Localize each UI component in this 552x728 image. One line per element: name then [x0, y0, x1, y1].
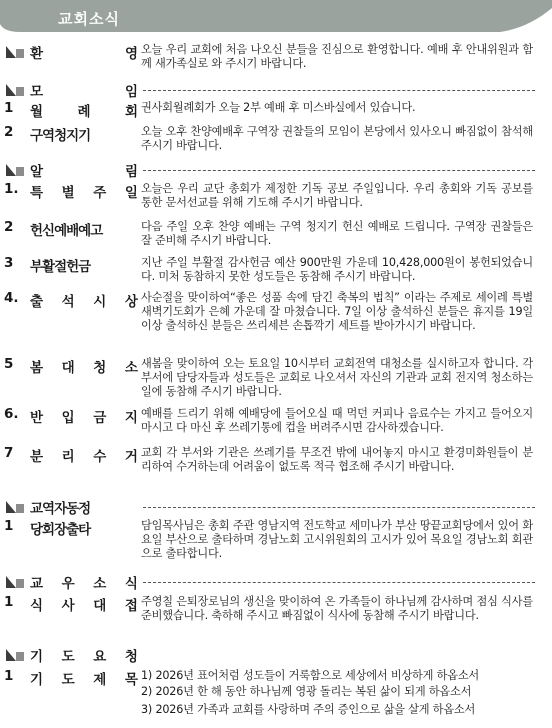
label-char: 일: [124, 185, 138, 201]
item-label: 부활절헌금: [30, 259, 91, 275]
prayer-list: [141, 669, 537, 717]
label-char: 소: [124, 360, 138, 376]
label-char: 석: [61, 294, 75, 310]
item-number: 5: [4, 356, 14, 372]
label-char: 수: [93, 449, 107, 465]
label-char: 도: [61, 672, 75, 688]
label-char: 우: [61, 576, 75, 592]
item-text: 새봄을 맞이하여 오는 토요일 10시부터 교회전역 대청소를 실시하고자 합니다. 각 부서에 담당자들과 성도들은 교회로 나오셔서 자신의 기관과 교회 전지역 청소하는 일에 동참해 주시기 바랍니다.: [141, 357, 533, 398]
divider: [143, 507, 535, 508]
label-char: 리: [61, 449, 75, 465]
item-number: 1: [4, 594, 14, 610]
label-char: 월: [30, 104, 44, 120]
item-number: 1: [4, 100, 14, 116]
item-label: 당회장출타: [30, 522, 91, 538]
prayer-label: [30, 645, 138, 665]
item-label: 구역청지기: [30, 128, 91, 144]
label-char: 입: [61, 410, 75, 426]
label-char: 요: [93, 649, 107, 665]
label-char: 식: [124, 576, 138, 592]
label-char: 제: [93, 672, 107, 688]
label-char: 별: [61, 185, 75, 201]
label-char: 기: [30, 649, 44, 665]
congregation-label: [30, 572, 138, 592]
label-char: 반: [30, 410, 44, 426]
item-number: 2: [4, 219, 14, 235]
section-marker-icon: [4, 574, 26, 590]
item-label: [30, 668, 138, 688]
label-char: 영: [124, 46, 138, 62]
item-number: 4.: [4, 290, 19, 306]
label-char: 례: [77, 104, 91, 120]
label-char: 소: [93, 576, 107, 592]
prayer-line: 3) 2026년 가족과 교회를 사랑하며 주의 증인으로 삶을 살게 하옵소서: [141, 703, 476, 716]
label-char: 출: [30, 294, 44, 310]
label-char: 회: [124, 104, 138, 120]
label-char: 림: [124, 164, 138, 180]
divider: [143, 90, 535, 91]
item-text: 지난 주일 부활절 감사헌금 예산 900만원 가운데 10,428,000원이 봉헌되었습니다. 미처 동참하지 못한 성도들은 동참해 주시기 바랍니다.: [141, 256, 533, 283]
label-char: 환: [30, 46, 44, 62]
label-char: 청: [93, 360, 107, 376]
item-label: [30, 406, 138, 426]
item-number: 1.: [4, 181, 19, 197]
item-text: 오늘 오후 찬양예배후 구역장 권찰들의 모임이 본당에서 있사오니 빠짐없이 참석해 주시기 바랍니다.: [141, 125, 533, 152]
regional-label: 교역자동정: [30, 501, 91, 517]
section-marker-icon: [4, 647, 26, 663]
page-title: 교회소식: [58, 10, 120, 28]
item-number: 1: [4, 518, 14, 534]
item-text: 오늘은 우리 교단 총회가 제정한 기독 공보 주일입니다. 우리 총회와 기독 공보를 통한 문서선교를 위해 기도해 주시기 바랍니다.: [141, 182, 533, 209]
label-char: 사: [61, 598, 75, 614]
label-char: 특: [30, 185, 44, 201]
item-number: 2: [4, 124, 14, 140]
item-label: [30, 100, 138, 120]
item-number: 1: [4, 668, 14, 684]
label-char: 지: [124, 410, 138, 426]
label-char: 금: [93, 410, 107, 426]
label-char: 분: [30, 449, 44, 465]
label-char: 청: [124, 649, 138, 665]
section-marker-icon: [4, 499, 26, 515]
label-char: 상: [124, 294, 138, 310]
welcome-label: [30, 42, 138, 62]
prayer-line: 1) 2026년 표어처럼 성도들이 거룩함으로 세상에서 비상하게 하옵소서: [141, 669, 480, 682]
item-text: 교회 각 부서와 기관은 쓰레기를 무조건 밖에 내어놓지 마시고 환경미화원들이 분리하여 수거하는데 어려움이 없도록 적극 협조해 주시기 바랍니다.: [141, 446, 533, 473]
section-marker-icon: [4, 44, 26, 60]
label-char: 접: [124, 598, 138, 614]
item-text: 담임목사님은 총회 주관 영남지역 전도학교 세미나가 부산 땅끝교회당에서 있어 화요일 부산으로 출타하며 경남노회 고시위원회의 고시가 있어 목요일 경남노회 회관으로 출타합니다.: [141, 519, 533, 560]
label-char: 도: [61, 649, 75, 665]
section-header: [0, 0, 552, 36]
item-text: 주영칠 은퇴장로님의 생신을 맞이하여 온 가족들이 하나님께 감사하며 점심 식사를 준비했습니다. 축하해 주시고 빠짐없이 식사에 동참해 주시기 바랍니다.: [141, 595, 533, 622]
item-number: 6.: [4, 406, 19, 422]
label-char: 대: [93, 598, 107, 614]
label-char: 목: [124, 672, 138, 688]
meeting-label: [30, 80, 138, 100]
item-number: 7: [4, 445, 14, 461]
notice-label: [30, 160, 138, 180]
divider: [143, 170, 535, 171]
label-char: 거: [124, 449, 138, 465]
welcome-text: 오늘 우리 교회에 처음 나오신 분들을 진심으로 환영합니다. 예배 후 안내위원과 함께 새가족실로 와 주시기 바랍니다.: [141, 43, 533, 70]
label-char: 대: [61, 360, 75, 376]
item-label: 헌신예배예고: [30, 223, 103, 239]
label-char: 기: [30, 672, 44, 688]
prayer-line: 2) 2026년 한 해 동안 하나님께 영광 돌리는 복된 삶이 되게 하옵소서: [141, 685, 472, 698]
item-text: 예배를 드리기 위해 예배당에 들어오실 때 먹던 커피나 음료수는 가지고 들어오지 마시고 다 마신 후 쓰레기통에 컵을 버려주시면 감사하겠습니다.: [141, 407, 533, 434]
label-char: 봄: [30, 360, 44, 376]
item-text: 권사회월례회가 오늘 2부 예배 후 미스바실에서 있습니다.: [141, 101, 416, 114]
label-char: 알: [30, 164, 44, 180]
section-marker-icon: [4, 162, 26, 178]
label-char: 주: [93, 185, 107, 201]
item-text: 사순절을 맞이하여“좋은 성품 속에 담긴 축복의 법칙” 이라는 주제로 세이레 특별새벽기도회가 은혜 가운데 잘 마쳤습니다. 7일 이상 출석하신 분들은 휴지를 19일 이상 출석하신 분들은 쓰리세븐 손톱깍기 세트를 받아가시기 바랍니다.: [141, 291, 533, 332]
label-char: 모: [30, 84, 44, 100]
item-text: 다음 주일 오후 찬양 예배는 구역 청지기 헌신 예배로 드립니다. 구역장 권찰들은 잘 준비해 주시기 바랍니다.: [141, 220, 533, 247]
item-label: [30, 356, 138, 376]
item-number: 3: [4, 255, 14, 271]
item-label: [30, 445, 138, 465]
label-char: 식: [30, 598, 44, 614]
section-marker-icon: [4, 82, 26, 98]
item-label: [30, 594, 138, 614]
label-char: 시: [93, 294, 107, 310]
label-char: 교: [30, 576, 44, 592]
label-char: 임: [124, 84, 138, 100]
item-label: [30, 290, 138, 310]
item-label: [30, 181, 138, 201]
divider: [143, 582, 535, 583]
